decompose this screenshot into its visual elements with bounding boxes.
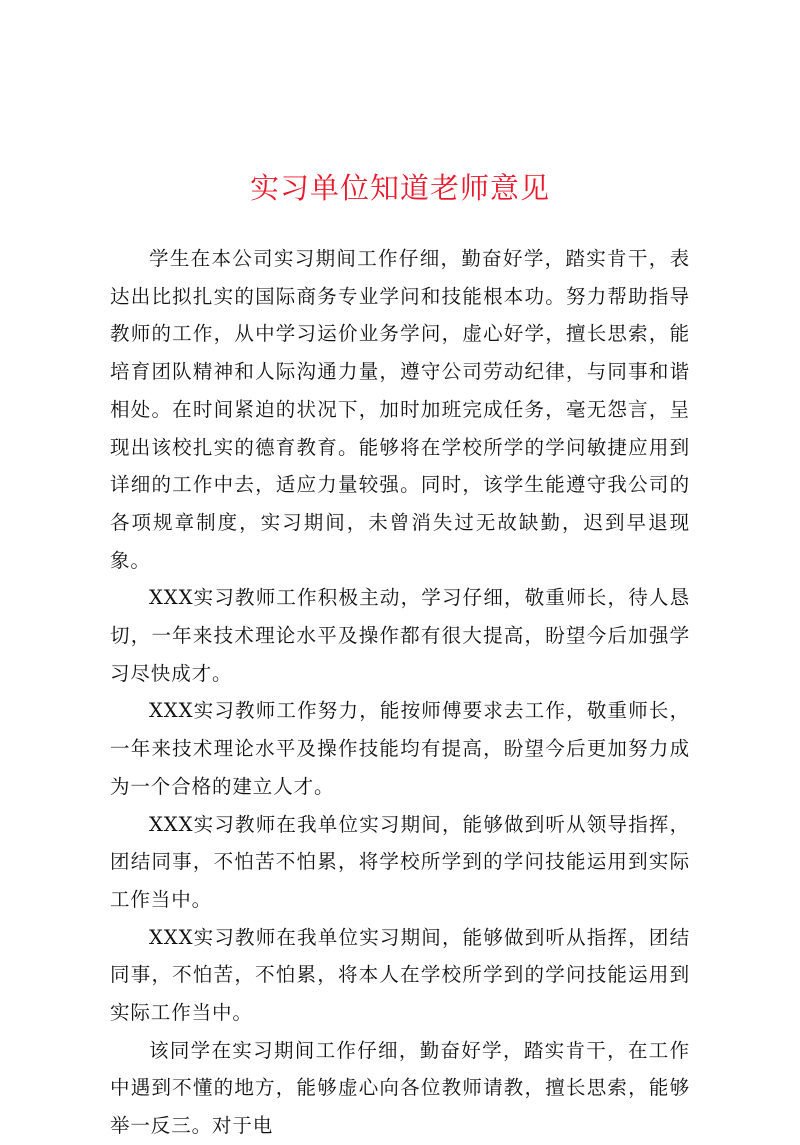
- paragraph-3: XXX实习教师工作努力，能按师傅要求去工作，敬重师长，一年来技术理论水平及操作技能均有提高，盼望今后更加努力成为一个合格的建立人才。: [110, 699, 690, 798]
- document-title: 实习单位知道老师意见: [249, 171, 550, 205]
- document-body: [110, 240, 690, 1145]
- paragraph-6: 该同学在实习期间工作仔细，勤奋好学，踏实肯干，在工作中遇到不懂的地方，能够虚心向各位教师请教，擅长思索，能够举一反三。对于电: [110, 1038, 690, 1138]
- paragraph-5: XXX实习教师在我单位实习期间，能够做到听从指挥，团结同事，不怕苦，不怕累，将本人在学校所学到的学问技能运用到实际工作当中。: [110, 925, 690, 1025]
- paragraph-1: 学生在本公司实习期间工作仔细，勤奋好学，踏实肯干，表达出比拟扎实的国际商务专业学问和技能根本功。努力帮助指导教师的工作，从中学习运价业务学问，虚心好学，擅长思索，能培育团队精神和人际沟通力量，遵守公司劳动纪律，与同事和谐相处。在时间紧迫的状况下，加时加班完成任务，毫无怨言，呈现出该校扎实的德育教育。能够将在学校所学的学问敏捷应用到详细的工作中去，适应力量较强。同时，该学生能遵守我公司的各项规章制度，实习期间，未曾消失过无故缺勤，迟到早退现象。: [110, 247, 690, 572]
- paragraph-4: XXX实习教师在我单位实习期间，能够做到听从领导指挥，团结同事，不怕苦不怕累，将学校所学到的学问技能运用到实际工作当中。: [110, 812, 690, 911]
- paragraph-2: XXX实习教师工作积极主动，学习仔细，敬重师长，待人恳切，一年来技术理论水平及操作都有很大提高，盼望今后加强学习尽快成才。: [110, 586, 690, 685]
